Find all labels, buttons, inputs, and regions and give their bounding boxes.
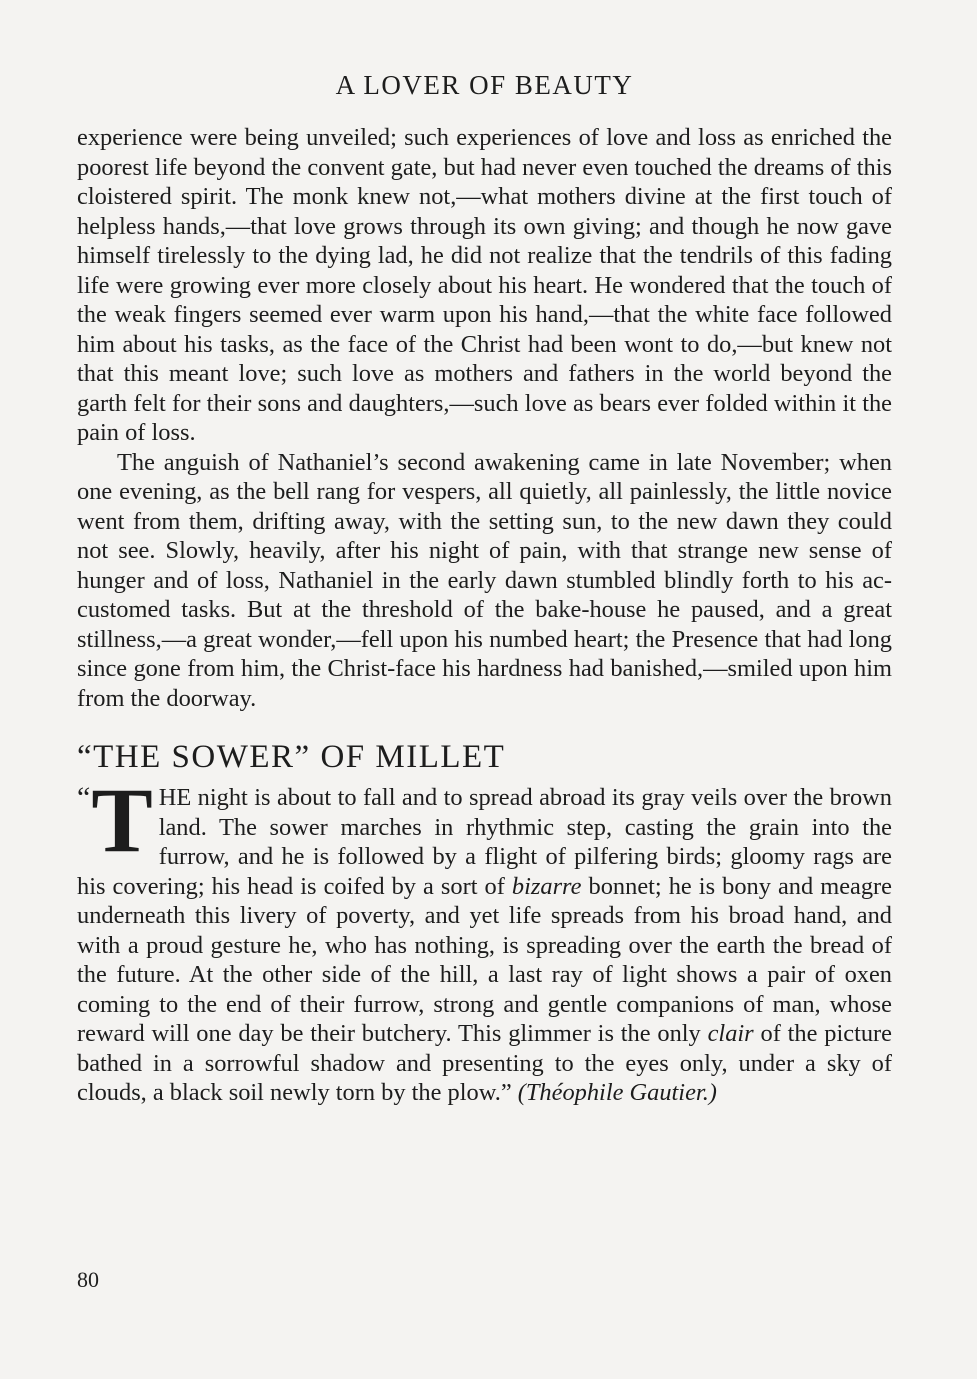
attribution: (Théophile Gautier.) bbox=[517, 1079, 717, 1106]
drop-cap-block bbox=[77, 769, 153, 871]
italic-clair: clair bbox=[707, 1020, 754, 1047]
section-title: “THE SOWER” OF MILLET bbox=[77, 739, 506, 775]
paragraph-2: The anguish of Nathaniel’s second awakening came in late November; when one evening, as the bell rang for vespers, all quietly, all painlessly, the little novice went from them, drifting away, with the setting sun, to the new dawn they could not see. Slowly, heavily, after his night of pain, with that strange new sense of hunger and of loss, Nathaniel in the early dawn stumbled blindly forth to his accustomed tasks. But at the threshold of the bake-house he paused, and a great stillness,—a great wonder,—fell upon his numbed heart; the Presence that had long since gone from him, the Christ-face his hardness had banished,—smiled upon him from the doorway. bbox=[77, 448, 892, 712]
book-page bbox=[77, 70, 892, 1108]
sower-paragraph bbox=[77, 769, 892, 1108]
sower-text-part-3: of the picture bathed in a sorrowful shadow and presenting to the eyes only, under a sky of clouds, a black soil newly torn by the plow.” bbox=[77, 1020, 892, 1106]
paragraph-1: experience were being unveiled; such experiences of love and loss as enriched the poorest life beyond the convent gate, but had never even touched the dreams of this cloistered spirit. The monk knew not,—what mothers divine at the first touch of helpless hands,—that love grows through its own giving; and though he now gave himself tirelessly to the dying lad, he did not realize that the tendrils of this fading life were growing ever more closely about his heart. He wondered that the touch of the weak fingers seemed ever warm upon his hand,—that the white face followed him about his tasks, as the face of the Christ had been wont to do,—but knew not that this meant love; such love as mothers and fathers in the world beyond the garth felt for their sons and daughters,—such love as bears ever folded within it the pain of loss. bbox=[77, 124, 892, 446]
sower-text-part-1: HE night is about to fall and to spread abroad its gray veils over the brown land. The sower marches in rhythmic step, casting the grain into the furrow, and he is followed by a flight of pilfering birds; gloomy rags are his covering; his head is coifed by a sort of bbox=[77, 784, 892, 900]
italic-bizarre: bizarre bbox=[511, 872, 582, 900]
drop-cap: T bbox=[91, 769, 153, 871]
opening-quote: “ bbox=[77, 781, 91, 814]
page-number: 80 bbox=[77, 1267, 99, 1292]
sower-text-part-2: bonnet; he is bony and meagre underneath this livery of poverty, and yet life spreads from his broad hand, and with a proud gesture he, who has nothing, is spreading over the earth the bread of the future. At the other side of the hill, a last ray of light shows a pair of oxen coming to the end of their furrow, strong and gentle companions of man, whose reward will one day be their butchery. This glimmer is the only bbox=[77, 872, 892, 1047]
running-head: A LOVER OF BEAUTY bbox=[335, 70, 634, 100]
